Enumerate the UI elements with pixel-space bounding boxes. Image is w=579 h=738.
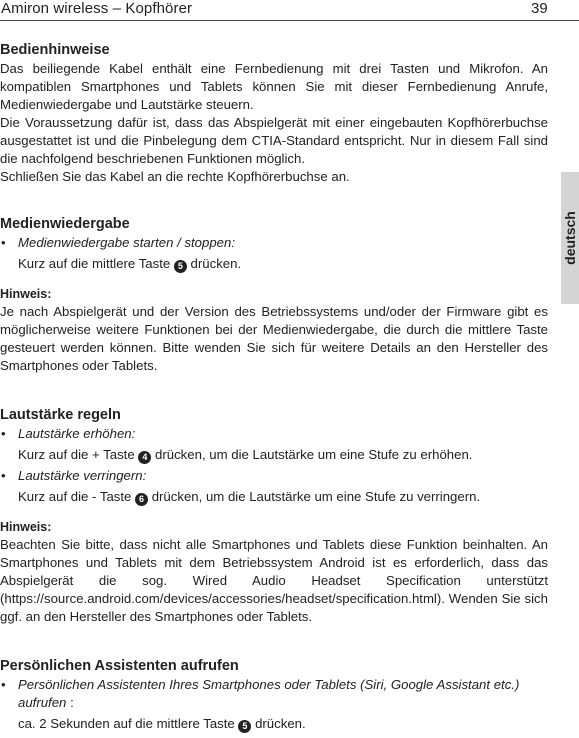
paragraph: Die Voraussetzung dafür ist, dass das Abspielgerät mit einer eingebauten Kopfhörerbuchse ausgestattet ist und die Pinbelegung dem CTIA-Standard entspricht. Nur in diesem Fall sind die nachfolgend beschriebenen Funktionen möglich.	[0, 115, 548, 166]
bullet-instruction: Kurz auf die mittlere Taste 5 drücken.	[18, 256, 242, 271]
bullet-icon: •	[1, 677, 6, 692]
bullet-instruction: ca. 2 Sekunden auf die mittlere Taste 5 drücken.	[18, 716, 306, 731]
bullet-icon: •	[1, 235, 6, 250]
button-number-badge: 4	[138, 451, 151, 464]
bullet-label: Lautstärke erhöhen:	[18, 426, 136, 441]
paragraph: Schließen Sie das Kabel an die rechte Kopfhörerbuchse an.	[0, 169, 350, 184]
button-number-badge: 5	[238, 720, 251, 733]
page-header	[0, 0, 579, 22]
page-number: 39	[531, 0, 548, 17]
bullet-item	[0, 234, 548, 273]
bullet-instruction: Kurz auf die + Taste 4 drücken, um die Lautstärke um eine Stufe zu erhöhen.	[18, 447, 473, 462]
header-title: Amiron wireless – Kopfhörer	[1, 0, 193, 17]
bullet-label: Medienwiedergabe starten / stoppen:	[18, 235, 236, 250]
bullet-icon: •	[1, 468, 6, 483]
page-content	[0, 40, 548, 733]
bullet-item	[0, 425, 548, 464]
button-number-badge: 5	[174, 260, 187, 273]
hinweis-text: Je nach Abspielgerät und der Version des Betriebssystems und/oder der Firmware gibt es möglicherweise weitere Funktionen bei der Medienwiedergabe, die durch die mittlere Taste gesteuert werden können. Bitte wenden Sie sich für weitere Details an den Hersteller des Smartphones oder Tablets.	[0, 304, 548, 373]
hinweis-label: Hinweis:	[0, 520, 52, 534]
side-tab-label: deutsch	[562, 211, 578, 265]
paragraph: Das beiliegende Kabel enthält eine Fernbedienung mit drei Tasten und Mikrofon. An kompatiblen Smartphones und Tablets können Sie mit dieser Fernbedienung Anrufe, Medienwiedergabe und Lautstärke steuern.	[0, 61, 548, 112]
bullet-item	[0, 467, 548, 506]
hinweis-label: Hinweis:	[0, 287, 52, 301]
language-side-tab	[561, 172, 579, 304]
section-heading-lautstaerke: Lautstärke regeln	[0, 407, 121, 423]
hinweis-text: Beachten Sie bitte, dass nicht alle Smartphones und Tablets diese Funktion beinhalten. An Smartphones und Tablets mit dem Betriebssystem Android ist es erforderlich, dass das Abspielgerät die sog. Wired Audio Headset Specification unterstützt (https://source.android.com/devices/accessories/headset/specification.html). Wenden Sie sich ggf. an den Hersteller des Smartphones oder Tablets.	[0, 537, 548, 624]
button-number-badge: 6	[135, 493, 148, 506]
bullet-label: Persönlichen Assistenten Ihres Smartphones oder Tablets (Siri, Google Assistant etc.) aufrufen	[18, 677, 520, 710]
section-heading-assistent: Persönlichen Assistenten aufrufen	[0, 658, 239, 674]
bullet-instruction: Kurz auf die - Taste 6 drücken, um die Lautstärke um eine Stufe zu verringern.	[18, 489, 481, 504]
section-heading-bedienhinweise: Bedienhinweise	[0, 42, 110, 58]
bullet-label: Lautstärke verringern:	[18, 468, 147, 483]
bullet-label-line: Persönlichen Assistenten Ihres Smartphones oder Tablets (Siri, Google Assistant etc.) aufrufen :	[18, 677, 520, 710]
bullet-icon: •	[1, 426, 6, 441]
header-rule	[0, 20, 579, 21]
bullet-item	[0, 676, 548, 733]
section-heading-medienwiedergabe: Medienwiedergabe	[0, 216, 130, 232]
